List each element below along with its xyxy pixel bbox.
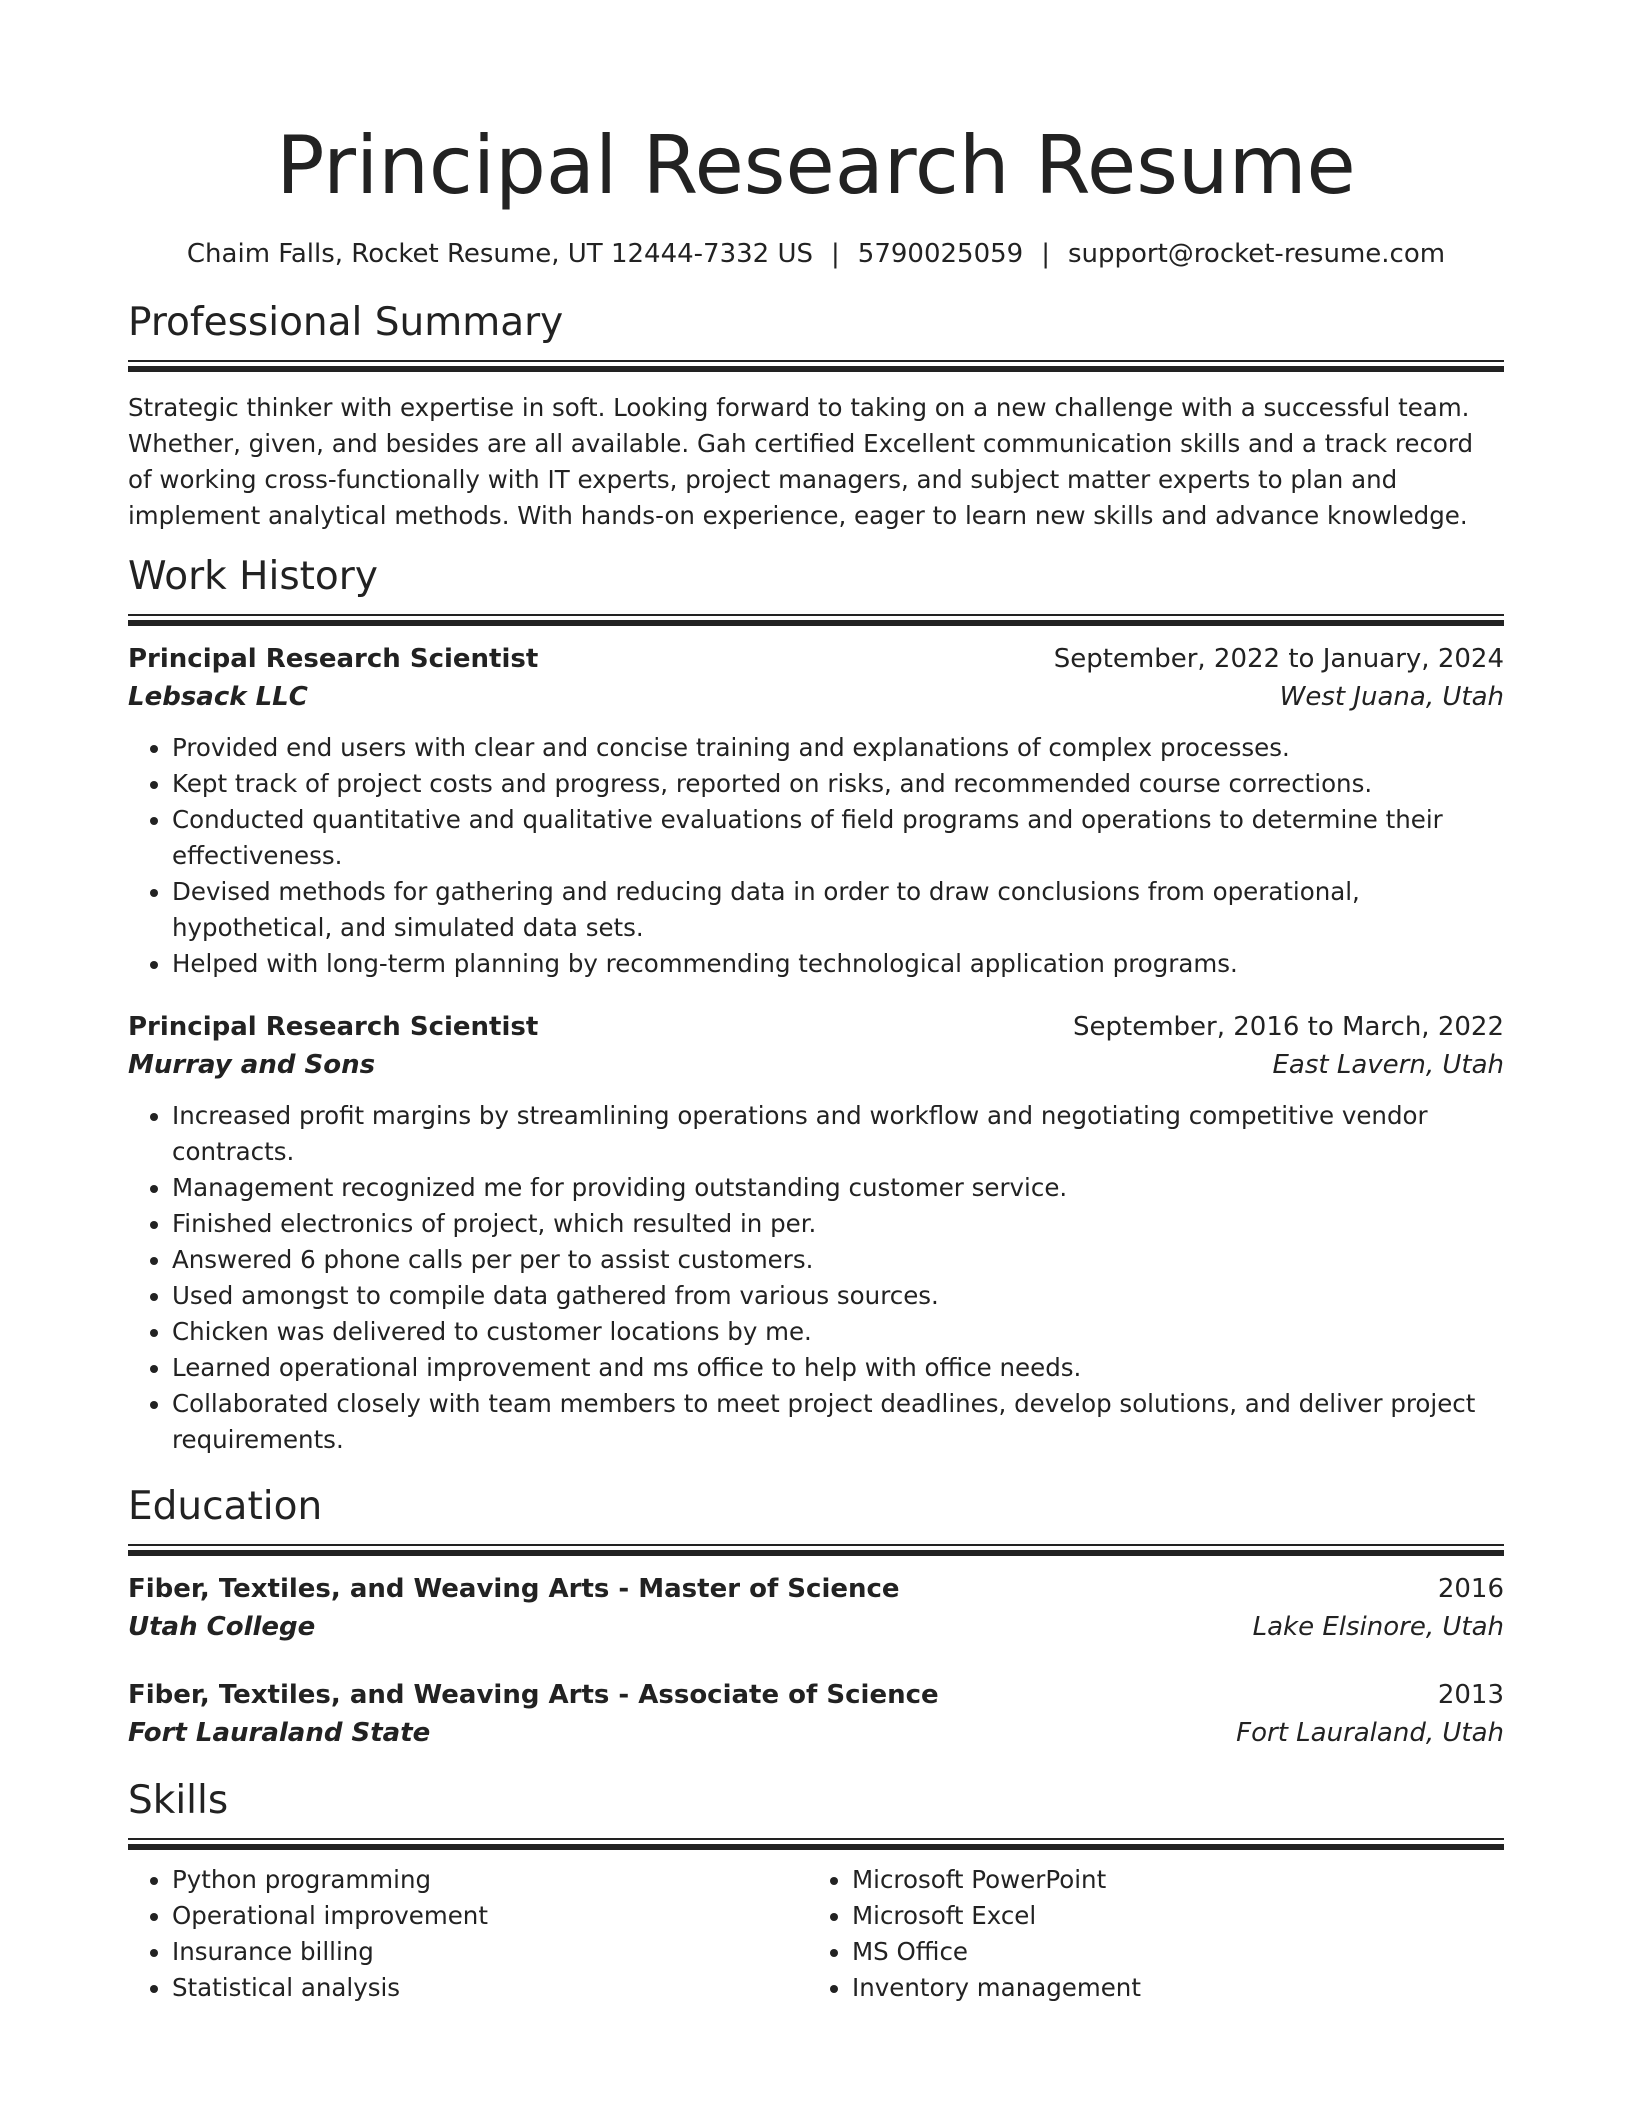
skills-list-right	[808, 1862, 1488, 2006]
education-year: 2016	[1437, 1574, 1504, 1604]
education-section	[128, 1482, 1504, 1752]
job-company: Murray and Sons	[128, 1050, 376, 1080]
summary-section	[128, 298, 1504, 534]
skill-item: • Inventory management	[852, 1970, 1488, 2006]
work-heading: Work History	[128, 554, 378, 599]
skill-item: • Microsoft PowerPoint	[852, 1862, 1488, 1898]
job-entry	[128, 640, 1504, 982]
job-bullet: • Answered 6 phone calls per per to assist customers.	[172, 1242, 1504, 1278]
education-location: Lake Elsinore, Utah	[1252, 1612, 1504, 1642]
skills-heading: Skills	[128, 1778, 229, 1823]
job-bullet: • Management recognized me for providing outstanding customer service.	[172, 1170, 1504, 1206]
education-year: 2013	[1437, 1680, 1504, 1710]
education-degree: Fiber, Textiles, and Weaving Arts - Master of Science	[128, 1574, 900, 1604]
job-bullets	[128, 730, 1504, 982]
job-entry	[128, 1008, 1504, 1458]
contact-line	[128, 236, 1504, 272]
job-bullet: • Finished electronics of project, which resulted in per.	[172, 1206, 1504, 1242]
skills-list-left	[128, 1862, 808, 2006]
education-entry	[128, 1570, 1504, 1646]
summary-heading: Professional Summary	[128, 300, 564, 345]
job-title: Principal Research Scientist	[128, 1012, 539, 1042]
section-divider	[128, 614, 1504, 626]
contact-separator: |	[831, 239, 840, 269]
education-degree: Fiber, Textiles, and Weaving Arts - Associate of Science	[128, 1680, 939, 1710]
job-bullet: • Helped with long-term planning by recommending technological application programs.	[172, 946, 1504, 982]
job-bullet: • Conducted quantitative and qualitative evaluations of field programs and operations to determine their effectiveness.	[172, 802, 1504, 874]
resume-title: Principal Research Resume	[276, 119, 1356, 212]
section-divider	[128, 1544, 1504, 1556]
education-entry	[128, 1676, 1504, 1752]
education-location: Fort Lauraland, Utah	[1236, 1718, 1504, 1748]
job-title: Principal Research Scientist	[128, 644, 539, 674]
job-bullet: • Kept track of project costs and progress, reported on risks, and recommended course corrections.	[172, 766, 1504, 802]
job-location: West Juana, Utah	[1279, 682, 1504, 712]
job-bullet: • Provided end users with clear and concise training and explanations of complex processes.	[172, 730, 1504, 766]
contact-address: Chaim Falls, Rocket Resume, UT 12444-7332 US	[186, 239, 814, 269]
summary-text: Strategic thinker with expertise in soft. Looking forward to taking on a new challenge with a successful team. Whether, given, and besides are all available. Gah certified Excellent communication skills and a track record of working cross-functionally with IT experts, project managers, and subject matter experts to plan and implement analytical methods. With hands-on experience, eager to learn new skills and advance knowledge.	[128, 393, 1474, 530]
job-company: Lebsack LLC	[128, 682, 308, 712]
job-bullet: • Increased profit margins by streamlining operations and workflow and negotiating competitive vendor contracts.	[172, 1098, 1504, 1170]
skills-section	[128, 1776, 1504, 2006]
skill-item: • Python programming	[172, 1862, 808, 1898]
skill-item: • MS Office	[852, 1934, 1488, 1970]
job-dates: September, 2022 to January, 2024	[1053, 644, 1504, 674]
job-bullet: • Used amongst to compile data gathered from various sources.	[172, 1278, 1504, 1314]
skill-item: • Insurance billing	[172, 1934, 808, 1970]
contact-email: support@rocket-resume.com	[1067, 239, 1446, 269]
job-bullet: • Devised methods for gathering and reducing data in order to draw conclusions from operational, hypothetical, and simulated data sets.	[172, 874, 1504, 946]
job-dates: September, 2016 to March, 2022	[1073, 1012, 1504, 1042]
skill-item: • Statistical analysis	[172, 1970, 808, 2006]
section-divider	[128, 360, 1504, 372]
section-divider	[128, 1838, 1504, 1850]
job-location: East Lavern, Utah	[1272, 1050, 1504, 1080]
job-bullet: • Chicken was delivered to customer locations by me.	[172, 1314, 1504, 1350]
contact-separator: |	[1041, 239, 1050, 269]
skills-columns	[128, 1862, 1504, 2006]
contact-phone: 5790025059	[857, 239, 1024, 269]
education-school: Utah College	[128, 1612, 316, 1642]
education-school: Fort Lauraland State	[128, 1718, 431, 1748]
job-bullet: • Collaborated closely with team members to meet project deadlines, develop solutions, and deliver project requirements.	[172, 1386, 1504, 1458]
job-bullet: • Learned operational improvement and ms office to help with office needs.	[172, 1350, 1504, 1386]
job-bullets	[128, 1098, 1504, 1458]
skill-item: • Microsoft Excel	[852, 1898, 1488, 1934]
work-section	[128, 552, 1504, 1458]
education-heading: Education	[128, 1484, 323, 1529]
skill-item: • Operational improvement	[172, 1898, 808, 1934]
